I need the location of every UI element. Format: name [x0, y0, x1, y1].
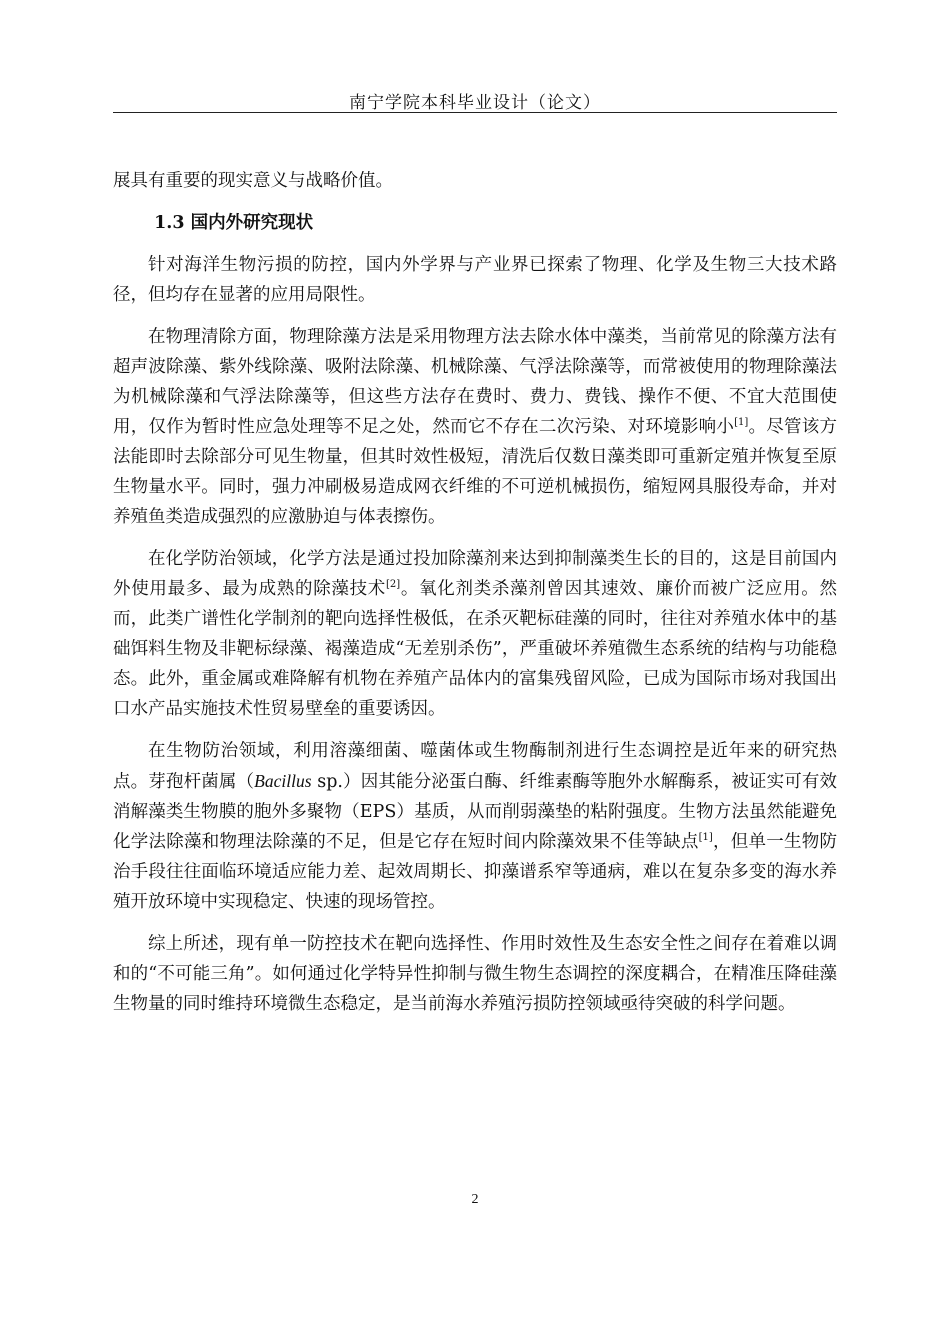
citation-ref: [1]: [734, 417, 749, 428]
paragraph-physical: [113, 322, 837, 532]
citation-ref: [1]: [698, 832, 713, 843]
citation-ref: [2]: [386, 579, 401, 590]
species-name: Bacillus: [254, 771, 312, 791]
document-body: [113, 166, 837, 1031]
text-run: ，但单一生物防治手段往往面临环境适应能力差、起效周期长、抑藻谱系窄等通病，难以在复杂多变的海水养殖开放环境中实现稳定、快速的现场管控。: [113, 832, 838, 912]
text-run: 在物理清除方面，物理除藻方法是采用物理方法去除水体中藻类，当前常见的除藻方法有超声波除藻、紫外线除藻、吸附法除藻、机械除藻、气浮法除藻等，而常被使用的物理除藻法为机械除藻和气浮法除藻等，但这些方法存在费时、费力、费钱、操作不便、不宜大范围使用，仅作为暂时性应急处理等不足之处，然而它不存在二次污染、对环境影响小: [113, 327, 837, 437]
section-heading: 1.3 国内外研究现状: [154, 213, 314, 233]
paragraph-intro: 针对海洋生物污损的防控，国内外学界与产业界已探索了物理、化学及生物三大技术路径，但均存在显著的应用局限性。: [113, 255, 837, 305]
paragraph-continuation: 展具有重要的现实意义与战略价值。: [113, 171, 393, 191]
text-run: 。氧化剂类杀藻剂曾因其速效、廉价而被广泛应用。然而，此类广谱性化学制剂的靶向选择性极低，在杀灭靶标硅藻的同时，往往对养殖水体中的基础饵料生物及非靶标绿藻、褐藻造成“无差别杀伤”，严重破坏养殖微生态系统的结构与功能稳态。此外，重金属或难降解有机物在养殖产品体内的富集残留风险，已成为国际市场对我国出口水产品实施技术性贸易壁垒的重要诱因。: [113, 579, 838, 719]
text-run: 。尽管该方法能即时去除部分可见生物量，但其时效性极短，清洗后仅数日藻类即可重新定殖并恢复至原生物量水平。同时，强力冲刷极易造成网衣纤维的不可逆机械损伤，缩短网具服役寿命，并对养殖鱼类造成强烈的应激胁迫与体表擦伤。: [113, 417, 838, 527]
paragraph-chemical: [113, 544, 837, 724]
text-run: 在生物防治领域，利用溶藻细菌、噬菌体或生物酶制剂进行生态调控是近年来的研究热点。芽孢杆菌属（: [113, 741, 837, 792]
page-number: 2: [471, 1192, 479, 1207]
text-run: sp.）因其能分泌蛋白酶、纤维素酶等胞外水解酶系，被证实可有效消解藻类生物膜的胞外多聚物（EPS）基质，从而削弱藻垫的粘附强度。生物方法虽然能避免化学法除藻和物理法除藻的不足，但是它存在短时间内除藻效果不佳等缺点: [113, 772, 837, 852]
page-header: 南宁学院本科毕业设计（论文）: [349, 93, 601, 113]
header-divider: [113, 112, 837, 113]
text-run: 在化学防治领域，化学方法是通过投加除藻剂来达到抑制藻类生长的目的，这是目前国内外使用最多、最为成熟的除藻技术: [113, 549, 837, 599]
paragraph-biological: [113, 736, 837, 917]
paragraph-summary: 综上所述，现有单一防控技术在靶向选择性、作用时效性及生态安全性之间存在着难以调和的“不可能三角”。如何通过化学特异性抑制与微生物生态调控的深度耦合，在精准压降硅藻生物量的同时维持环境微生态稳定，是当前海水养殖污损防控领域亟待突破的科学问题。: [113, 934, 837, 1014]
